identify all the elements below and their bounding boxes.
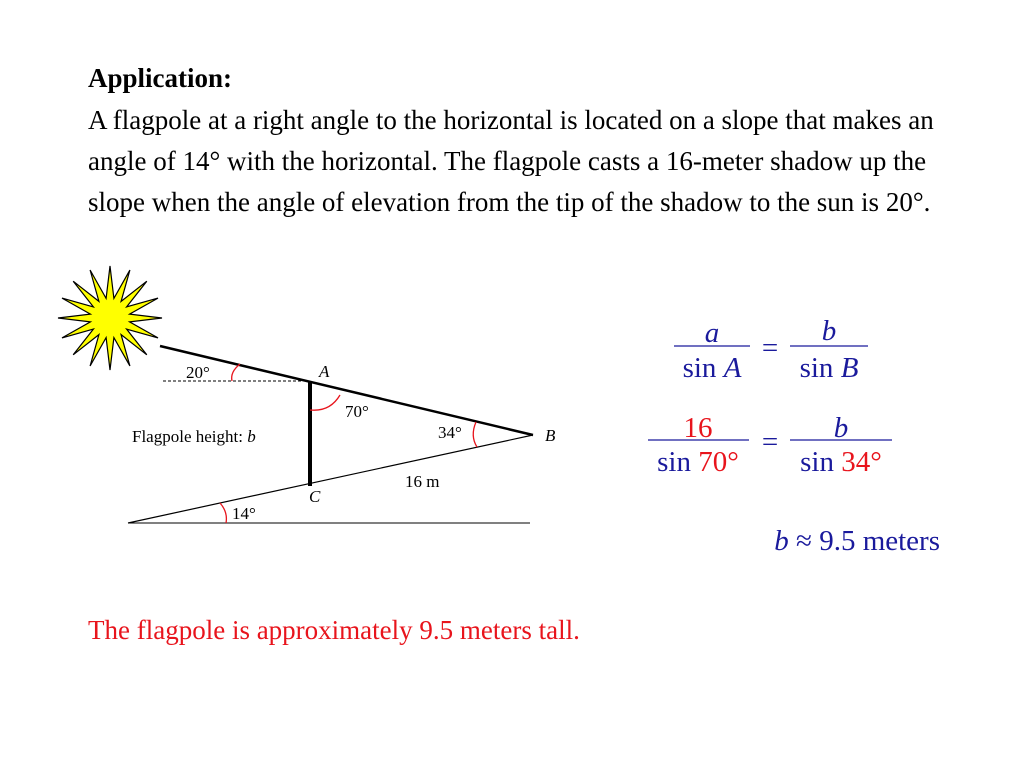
angle-label-20: 20° bbox=[186, 363, 210, 382]
result-equation: b ≈ 9.5 meters bbox=[774, 525, 940, 557]
sun-ray-line bbox=[160, 346, 533, 435]
shadow-length-label: 16 m bbox=[405, 472, 440, 491]
angle-arc-34 bbox=[473, 422, 477, 447]
eq1-equals: = bbox=[761, 332, 779, 364]
eq2-equals: = bbox=[761, 426, 779, 458]
angle-label-14: 14° bbox=[232, 504, 256, 523]
angle-arc-70 bbox=[310, 395, 340, 410]
conclusion-text: The flagpole is approximately 9.5 meters tall. bbox=[88, 615, 580, 645]
substituted-equation bbox=[648, 412, 892, 478]
flagpole-height-label: Flagpole height: b bbox=[132, 427, 256, 446]
angle-arc-14 bbox=[220, 503, 226, 523]
problem-text: A flagpole at a right angle to the horizontal is located on a slope that makes an angle of 14° with the horizontal. The flagpole casts a 16-meter shadow up the slope when the angle of elevation from the tip of the shadow to the sun is 20°. bbox=[88, 105, 934, 217]
angle-label-34: 34° bbox=[438, 423, 462, 442]
slope-line bbox=[128, 435, 533, 523]
eq1-denominator-left: sin A bbox=[682, 352, 742, 384]
eq2-numerator-left: 16 bbox=[683, 412, 713, 444]
angle-label-70: 70° bbox=[345, 402, 369, 421]
point-label-a: A bbox=[319, 362, 330, 381]
eq1-numerator-left: a bbox=[704, 317, 720, 349]
eq1-numerator-right: b bbox=[821, 315, 837, 347]
eq2-denominator-left: sin 70° bbox=[657, 446, 739, 478]
point-label-b: B bbox=[545, 426, 556, 445]
eq1-denominator-right: sin B bbox=[799, 352, 859, 384]
sun-icon bbox=[58, 266, 162, 370]
eq2-numerator-right: b bbox=[833, 412, 849, 444]
point-label-c: C bbox=[309, 487, 321, 506]
law-of-sines-equation bbox=[674, 315, 868, 384]
angle-arc-20 bbox=[232, 364, 240, 381]
heading: Application: bbox=[88, 63, 233, 93]
eq2-denominator-right: sin 34° bbox=[800, 446, 882, 478]
